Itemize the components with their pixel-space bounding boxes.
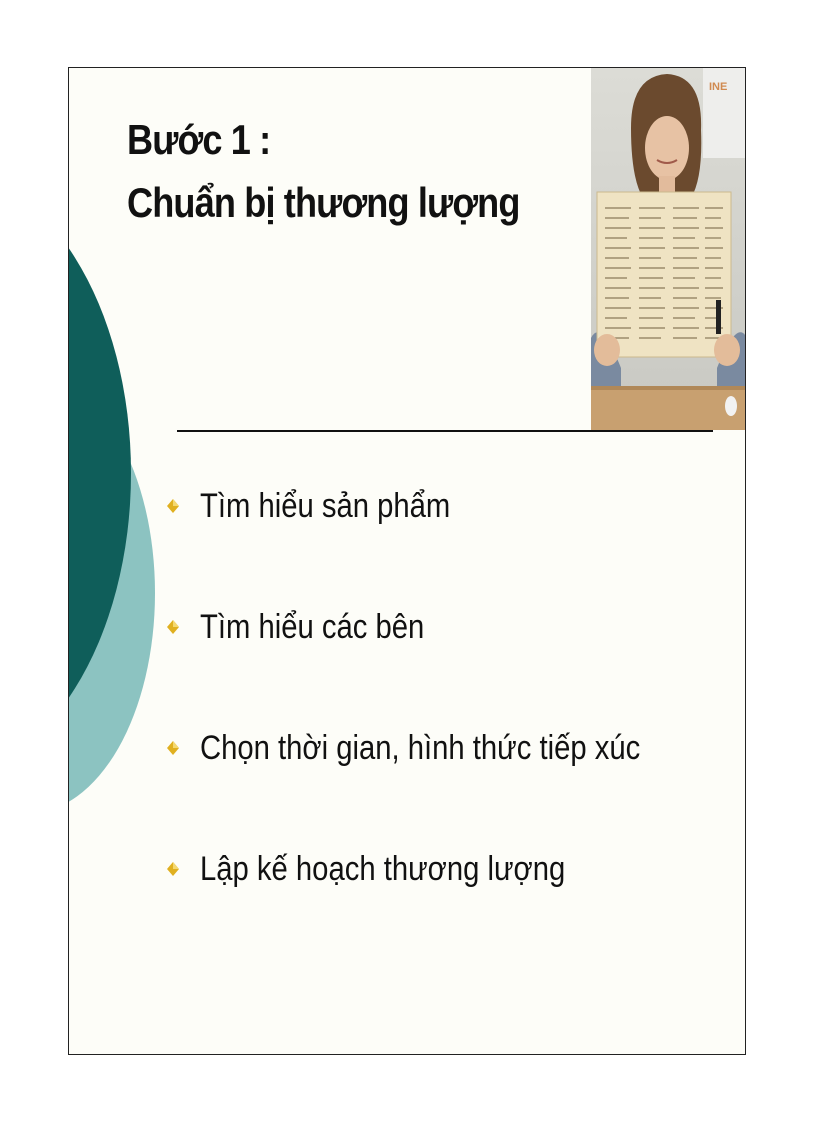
list-item — [167, 486, 727, 526]
bullet-text: Chọn thời gian, hình thức tiếp xúc — [200, 729, 641, 767]
photo-logo-text: INE — [709, 81, 728, 93]
woman-reading-menu-photo — [591, 68, 746, 430]
list-item — [167, 849, 727, 889]
diamond-bullet-icon — [167, 499, 179, 513]
bullet-list — [167, 486, 727, 970]
slide — [68, 67, 746, 1055]
list-item — [167, 728, 727, 768]
bullet-text: Lập kế hoạch thương lượng — [200, 850, 566, 888]
title-divider — [177, 430, 713, 432]
list-item — [167, 607, 727, 647]
diamond-bullet-icon — [167, 620, 179, 634]
title-line-1: Bước 1 : — [127, 116, 271, 163]
title-line-2: Chuẩn bị thương lượng — [127, 179, 520, 226]
bullet-text: Tìm hiểu sản phẩm — [200, 487, 451, 525]
diamond-bullet-icon — [167, 862, 179, 876]
slide-title — [127, 108, 520, 234]
bullet-text: Tìm hiểu các bên — [200, 608, 425, 646]
diamond-bullet-icon — [167, 741, 179, 755]
